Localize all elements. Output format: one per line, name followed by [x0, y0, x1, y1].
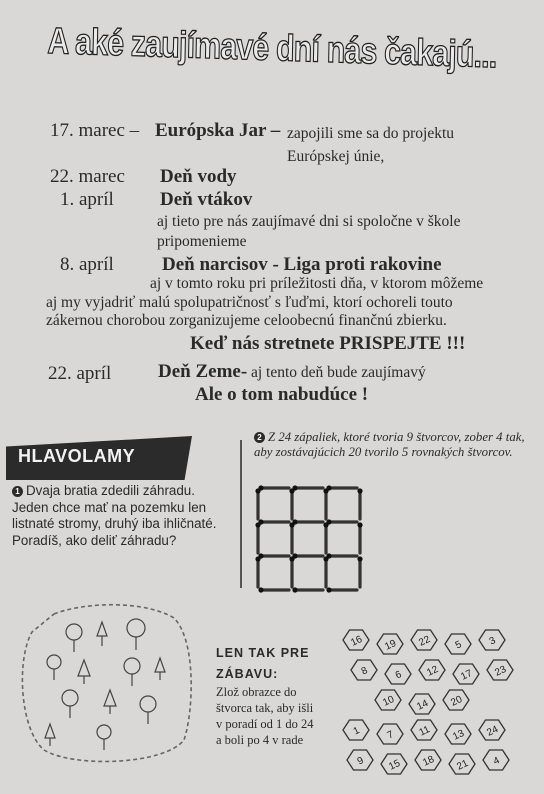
callout-text: Keď nás stretnete PRISPEJTE !!!: [190, 333, 466, 354]
number-piece: [483, 750, 509, 770]
event-date: 22. apríl: [48, 363, 112, 384]
match-head: [289, 556, 294, 561]
number-piece-label: 8: [359, 665, 370, 678]
match-head: [255, 556, 260, 561]
number-piece-label: 7: [385, 729, 396, 742]
event-note: aj my vyjadriť malú spolupatričnosť s ľuďmi, ktorí ochoreli touto: [46, 294, 453, 311]
tree-icons: [45, 619, 165, 750]
number-piece-label: 13: [451, 728, 466, 743]
event-note: Európskej únie,: [287, 148, 385, 165]
number-piece: [385, 664, 411, 684]
closing-text: Ale o tom nabudúce !: [195, 384, 369, 405]
event-date: 17. marec –: [50, 120, 140, 141]
match-head: [357, 488, 362, 493]
number-piece-label: 4: [491, 755, 502, 768]
number-piece-label: 15: [387, 758, 402, 773]
match-head: [255, 488, 260, 493]
number-piece: [445, 724, 471, 744]
number-piece: [419, 660, 445, 680]
garden-illustration: [14, 600, 194, 770]
number-piece-label: 18: [421, 754, 436, 769]
riddle-2: [254, 430, 536, 460]
event-name: Deň vtákov: [160, 189, 253, 210]
number-piece-label: 1: [351, 725, 362, 738]
match-head: [292, 587, 297, 592]
riddle-1: [12, 483, 217, 549]
riddle-number-badge: 2: [254, 432, 265, 443]
event-date: 8. apríl: [60, 254, 114, 275]
number-piece-label: 12: [425, 664, 440, 679]
number-piece-label: 6: [393, 669, 404, 682]
match-head: [255, 522, 260, 527]
number-piece-label: 3: [487, 635, 498, 648]
number-piece: [375, 690, 401, 710]
number-piece-label: 10: [381, 694, 396, 709]
match-head: [357, 522, 362, 527]
event-note: zákernou chorobou zorganizujeme celoobecnú finančnú zbierku.: [46, 312, 447, 329]
number-piece-label: 20: [449, 694, 464, 709]
number-piece-label: 9: [355, 755, 366, 768]
number-piece: [487, 660, 513, 680]
number-piece: [479, 720, 505, 740]
number-piece-label: 11: [417, 724, 432, 739]
fun-title: [216, 643, 309, 685]
event-name: Deň narcisov - Liga proti rakovine: [162, 254, 442, 275]
number-piece: [381, 754, 407, 774]
event-date: 22. marec: [50, 166, 125, 187]
number-piece: [449, 754, 475, 774]
number-piece: [377, 634, 403, 654]
event-note: aj tento deň bude zaujímavý: [251, 364, 426, 381]
page-title: A aké zaujímavé dní nás čakajú...: [47, 20, 497, 76]
number-piece: [343, 630, 369, 650]
event-note: zapojili sme sa do projektu: [287, 125, 455, 142]
number-piece: [351, 660, 377, 680]
number-piece: [415, 750, 441, 770]
number-piece-label: 14: [415, 698, 430, 713]
fun-title-line: ZÁBAVU:: [216, 667, 279, 681]
matchstick-grid: [252, 482, 372, 586]
number-piece-label: 23: [493, 664, 508, 679]
match-head: [357, 556, 362, 561]
number-piece: [409, 694, 435, 714]
match-head: [289, 522, 294, 527]
divider: [240, 440, 242, 588]
event-date: 1. apríl: [60, 189, 114, 210]
match-head: [323, 556, 328, 561]
number-pieces-puzzle: [340, 624, 520, 784]
match-head: [326, 587, 331, 592]
number-piece: [443, 690, 469, 710]
event-name: Deň vody: [160, 166, 237, 187]
riddle-number-badge: 1: [12, 486, 23, 497]
event-note: pripomenieme: [157, 233, 247, 250]
number-piece: [377, 724, 403, 744]
number-piece: [453, 664, 479, 684]
fun-text: Zlož obrazce do štvorca tak, aby išli v poradí od 1 do 24 a boli po 4 v rade: [216, 685, 314, 747]
number-piece-label: 24: [485, 724, 500, 739]
fun-title-line: LEN TAK PRE: [216, 646, 310, 660]
riddle-1-text: Dvaja bratia zdedili záhradu. Jeden chce mať na pozemku len listnaté stromy, druhý iba ihličnaté. Poradíš, ako deliť záhradu?: [12, 483, 217, 548]
event-name: Európska Jar –: [155, 120, 281, 141]
number-piece-label: 22: [417, 634, 432, 649]
number-piece-label: 19: [383, 638, 398, 653]
number-piece: [343, 720, 369, 740]
match-head: [289, 488, 294, 493]
match-head: [323, 488, 328, 493]
number-piece-label: 5: [453, 639, 464, 652]
event-note: aj v tomto roku pri príležitosti dňa, v ktorom môžeme: [150, 275, 484, 292]
match-head: [323, 522, 328, 527]
number-piece: [411, 720, 437, 740]
riddle-2-text: Z 24 zápaliek, ktoré tvoria 9 štvorcov, zober 4 tak, aby zostávajúcich 20 tvorilo 5 rovnakých štvorcov.: [254, 430, 525, 459]
number-piece-label: 17: [459, 668, 474, 683]
number-piece: [445, 634, 471, 654]
number-piece: [347, 750, 373, 770]
match-head: [258, 587, 263, 592]
section-title: HLAVOLAMY: [18, 446, 136, 466]
number-piece-label: 21: [455, 758, 470, 773]
number-piece: [479, 630, 505, 650]
number-piece-label: 16: [349, 634, 364, 649]
number-piece: [411, 630, 437, 650]
event-name: Deň Zeme-: [158, 361, 248, 382]
event-note: aj tieto pre nás zaujímavé dni si spoločne v škole: [157, 213, 461, 230]
